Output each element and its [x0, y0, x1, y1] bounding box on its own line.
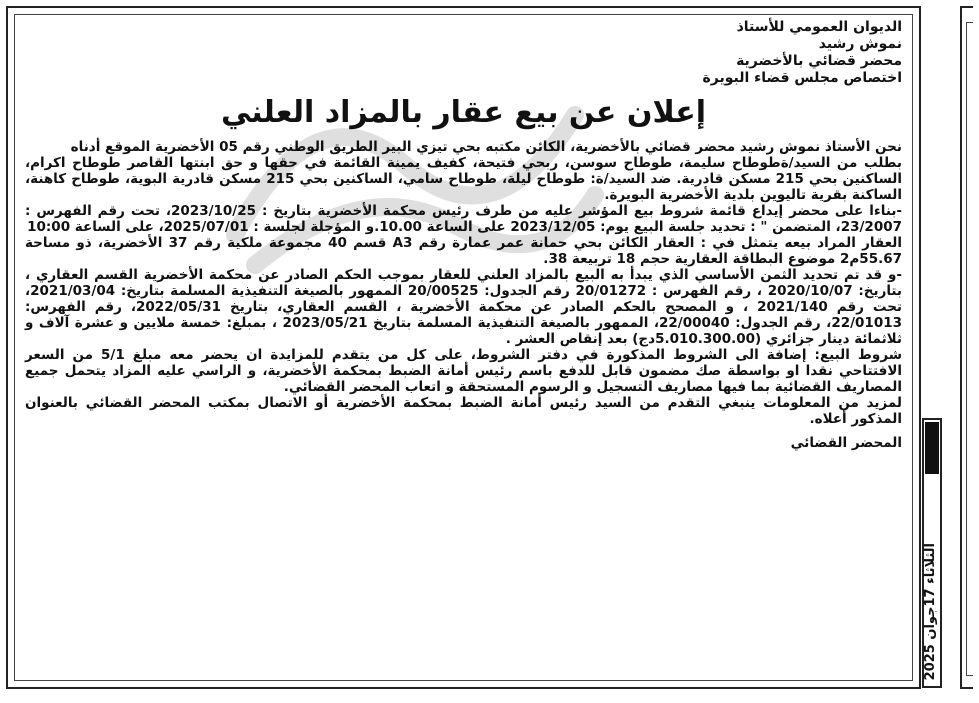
- paragraph-price: -و قد تم تحديد الثمن الأساسي الذي يبدأ به البيع بالمزاد العلني للعقار بموجب الحكم الصادر عن محكمة الأخضرية القسم العقاري ، بتاريخ: 2020/10/07 ، رقم الفهرس : 20/01272 رقم الجدول: 20/00525 الممهور بالصيغة التنفيذية المسلمة بتاريخ: 2021/03/04، تحت رقم 2021/140 ، و المصحح بالحكم الصادر عن محكمة الأخضرية ، القسم العقاري، بتاريخ 2022/05/31، رقم الفهرس: 22/01013، رقم الجدول: 22/00040، الممهور بالصيغة التنفيذية المسلمة بتاريخ 2023/05/21 ، بمبلغ: خمسة ملايين و عشرة آلاف و ثلاثمائة دينار جزائري (5.010.300.00دج) بعد إنقاص العشر .: [25, 267, 903, 347]
- newspaper-logo-icon: [925, 422, 939, 474]
- bailiff-header: [25, 19, 902, 87]
- adjacent-column-border: [960, 6, 973, 689]
- closing-signature: المحضر القضائي: [790, 435, 902, 451]
- header-role: محضر قضائي بالأخضرية: [736, 53, 902, 69]
- paragraph-property: العقار المراد بيعه يتمثل في : العقار الكائن بحي حمانة عمر عمارة رقم A3 قسم 40 مجموعة ملكية رقم 37 الأخضرية، ذو مساحة 55.67م2 موضوع البطاقة العقارية حجم 18 تربيعة 38.: [25, 235, 902, 267]
- header-office: الديوان العمومي للأستاذ: [736, 19, 902, 35]
- issue-date-strip: [922, 418, 942, 688]
- paragraph-info: لمزيد من المعلومات ينبغي التقدم من السيد رئيس أمانة الضبط بمحكمة الأخضرية أو الاتصال بمكتب المحضر القضائي بالعنوان المذكور أعلاه.: [25, 395, 902, 427]
- paragraph-filing: -بناءا على محضر إيداع قائمة شروط بيع المؤشر عليه من طرف رئيس محكمة الأخضرية بتاريخ : 2023/10/25، تحت رقم الفهرس : 23/2007، المتضمن " : تحديد جلسة البيع يوم: 2023/12/05 على الساعة 10.00.و المؤجلة لجلسة : 2025/07/01، على الساعة 10:00: [25, 203, 902, 235]
- paragraph-conditions: شروط البيع: إضافة الى الشروط المذكورة في دفتر الشروط، على كل من يتقدم للمزايدة ان يحضر معه مبلغ 5/1 من السعر الافتتاحي نقدا او بواسطة صك مضمون قابل للدفع باسم رئيس أمانة الضبط بمحكمة الأخضرية، و الراسي عليه المزاد يتحمل جميع المصاريف القضائية بما فيها مصاريف التسجيل و الرسوم المستحقة و اتعاب المحضر القضائي.: [25, 347, 903, 395]
- header-name: نموش رشيد: [818, 36, 902, 52]
- paragraph-parties: بطلب من السيد/ةطوطاح سليمة، طوطاح سوسن، ربحي فتيحة، كفيف يمينة القائمة في حقها و حق ابنتها القاصر طوطاح اكرام، الساكنين بحي 215 مسكن قادرية. ضد السيد/ة: طوطاح ليلة، طوطاح سامي، الساكنين بحي 215 مسكن قادرية البوية، طوطاح كاهنة، الساكنة بقرية تاليوين بلدية الأخضرية البويرة.: [25, 155, 902, 203]
- adjacent-column-inner-border: [966, 22, 973, 676]
- paragraph-intro: نحن الأستاذ نموش رشيد محضر قضائي بالأخضرية، الكائن مكتبه بحي تيزي البير الطريق الوطني رقم 05 الأخضرية الموقع أدناه: [70, 139, 902, 155]
- auction-notice: [14, 14, 913, 681]
- issue-date: الثلاثاء 17جوان 2025: [923, 542, 938, 680]
- notice-title: إعلان عن بيع عقار بالمزاد العلني: [220, 95, 707, 130]
- header-jurisdiction: اختصاص مجلس قضاء البويرة: [702, 70, 902, 86]
